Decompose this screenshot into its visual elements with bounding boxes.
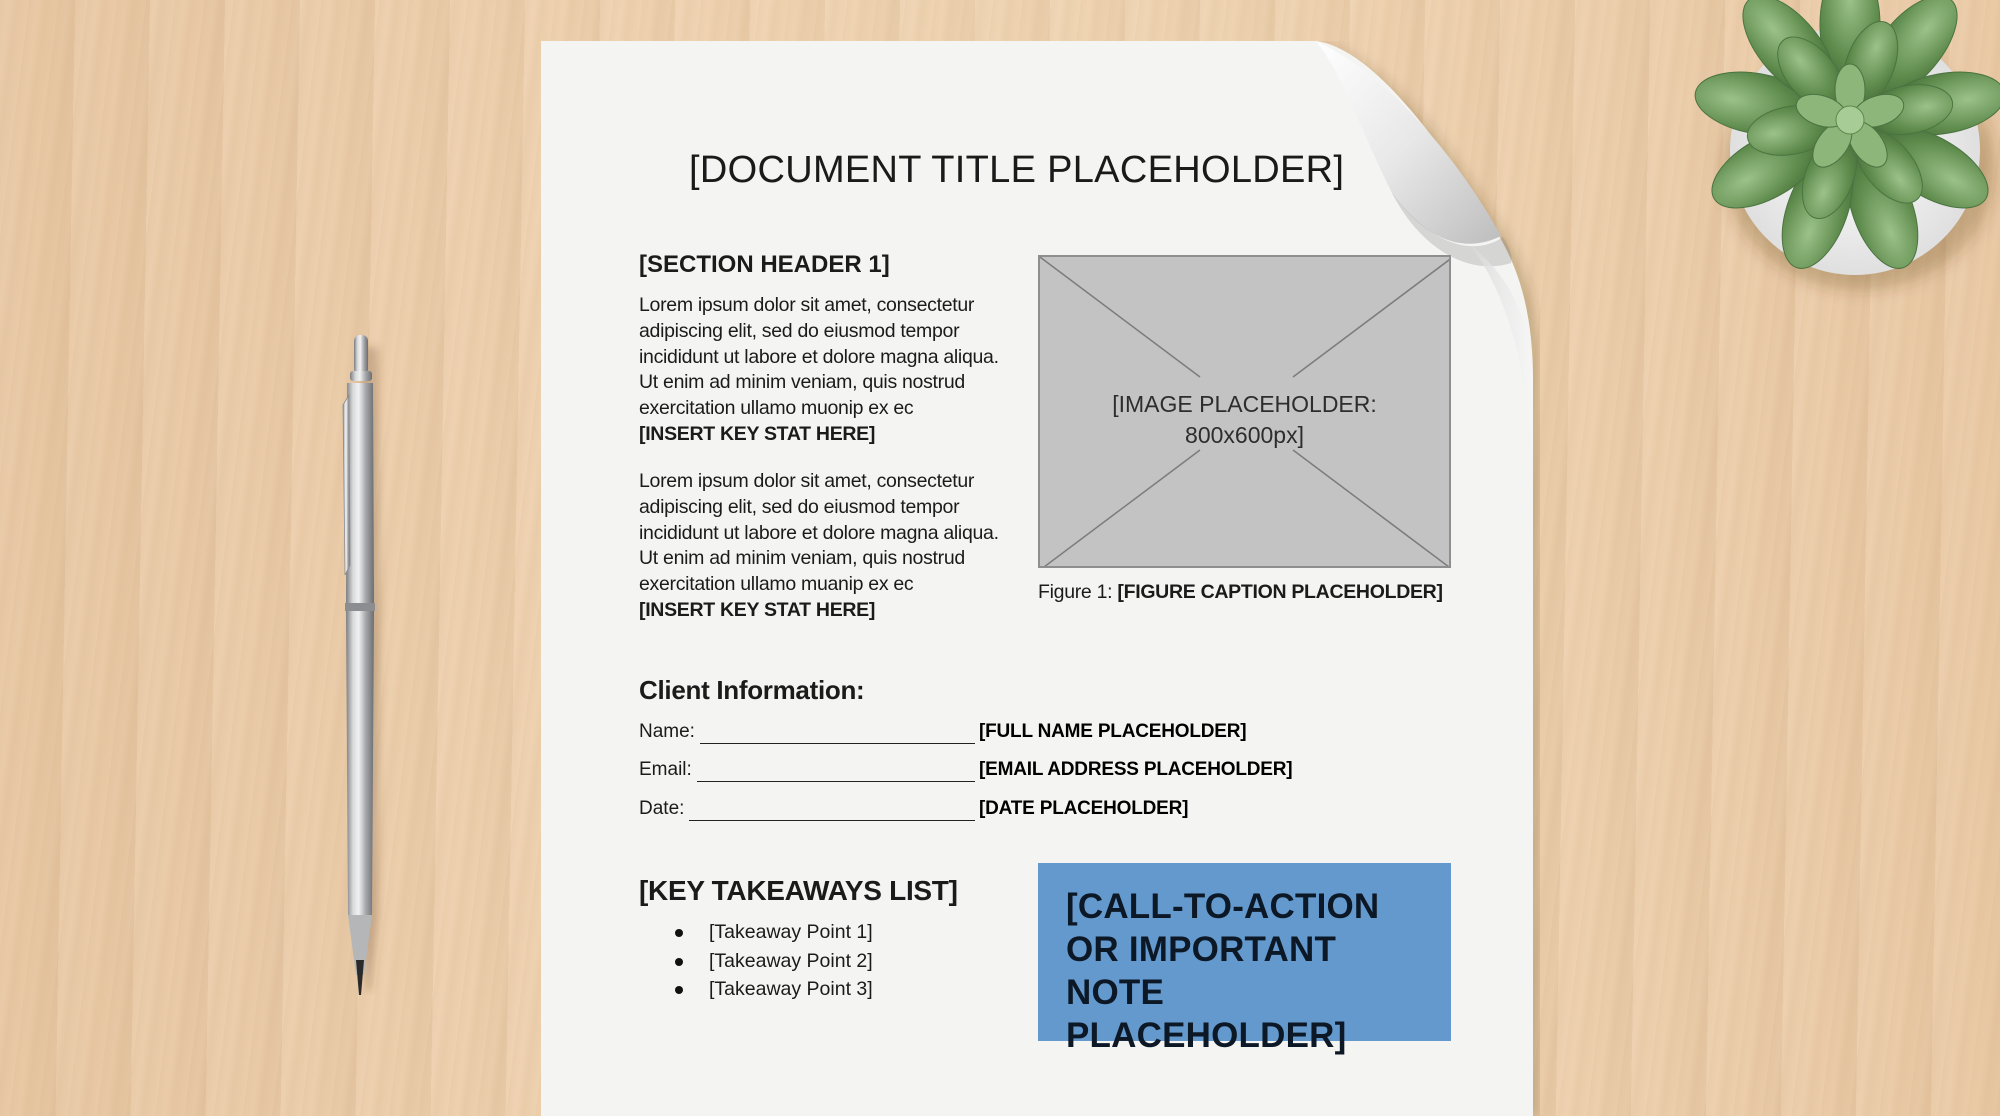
call-to-action-text: [CALL-TO-ACTION OR IMPORTANT NOTE PLACEHOLDER] [1066, 887, 1380, 1055]
body-paragraph [639, 293, 1009, 448]
takeaway-text: [Takeaway Point 1] [709, 921, 873, 943]
paragraph-text: Lorem ipsum dolor sit amet, consectetur adipiscing elit, sed do eiusmod tempor incididunt ut labore et dolore magna aliqua. Ut enim ad minim veniam, quis nostrud exercitation ullamo muonip ex ec [639, 294, 999, 420]
figure-caption-text: [FIGURE CAPTION PLACEHOLDER] [1117, 581, 1443, 603]
date-field[interactable] [639, 794, 1339, 824]
name-line[interactable] [700, 743, 975, 744]
email-value: [EMAIL ADDRESS PLACEHOLDER] [979, 759, 1293, 780]
section-header: [SECTION HEADER 1] [639, 251, 890, 278]
image-placeholder-label [1040, 389, 1449, 451]
body-paragraph [639, 469, 1009, 624]
email-label: Email: [639, 759, 692, 780]
email-field[interactable] [639, 755, 1339, 785]
pen-icon [330, 335, 390, 995]
list-item [673, 975, 873, 1004]
date-label: Date: [639, 798, 685, 819]
takeaway-text: [Takeaway Point 3] [709, 978, 873, 1000]
email-line[interactable] [697, 781, 975, 782]
name-label: Name: [639, 721, 695, 742]
key-stat: [INSERT KEY STAT HERE] [639, 598, 876, 621]
list-item [673, 947, 873, 976]
key-stat: [INSERT KEY STAT HERE] [639, 422, 876, 445]
takeaway-list [673, 918, 873, 1004]
image-label-line-2: 800x600px] [1185, 422, 1304, 448]
bullet-icon [675, 929, 683, 937]
bullet-icon [675, 958, 683, 966]
call-to-action-box[interactable] [1038, 863, 1451, 1055]
date-line[interactable] [689, 820, 975, 821]
document-page [541, 41, 1540, 1116]
takeaway-text: [Takeaway Point 2] [709, 949, 873, 972]
document-title: [DOCUMENT TITLE PLACEHOLDER] [689, 149, 1345, 191]
name-field[interactable] [639, 717, 1339, 747]
takeaways-heading: [KEY TAKEAWAYS LIST] [639, 875, 958, 906]
image-placeholder [1038, 255, 1451, 568]
client-info-heading: Client Information: [639, 675, 865, 705]
name-value: [FULL NAME PLACEHOLDER] [979, 721, 1247, 742]
figure-caption-prefix: Figure 1: [1038, 581, 1113, 603]
date-value: [DATE PLACEHOLDER] [979, 798, 1189, 819]
image-label-line-1: [IMAGE PLACEHOLDER: [1112, 391, 1377, 417]
list-item [673, 918, 873, 947]
paragraph-text: Lorem ipsum dolor sit amet, consectetur adipiscing elit, sed do eiusmod tempor incididunt ut labore et dolore magna aliqua. Ut enim ad minim veniam, quis nostrud exercitation ullamo muanip ex ec [639, 470, 999, 596]
figure-caption [1038, 581, 1443, 604]
succulent-plant-icon [1660, 0, 2000, 310]
bullet-icon [675, 986, 683, 994]
